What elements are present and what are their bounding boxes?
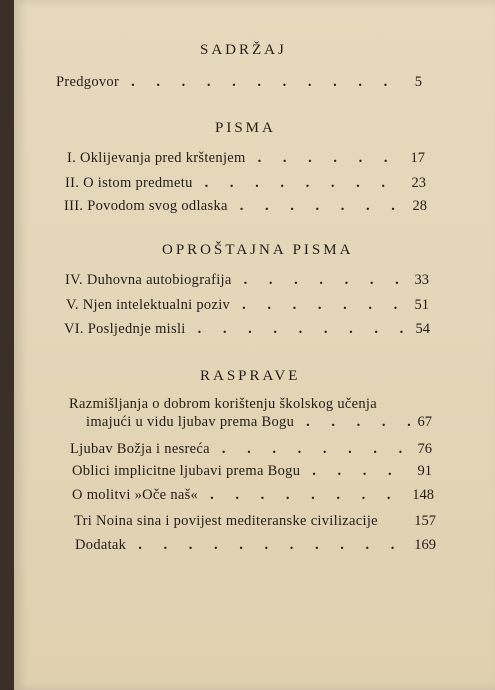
contents-title: SADRŽAJ	[200, 42, 287, 58]
entry-page: 148	[412, 487, 434, 503]
leader-dots	[232, 272, 407, 289]
entry-title: imajući u vidu ljubav prema Bogu	[86, 414, 295, 430]
leader-dots	[300, 463, 410, 480]
toc-entry	[75, 537, 436, 554]
entry-page: 51	[414, 297, 429, 313]
leader-dots	[193, 175, 404, 192]
leader-dots	[186, 321, 408, 338]
toc-entry	[74, 513, 436, 530]
entry-title-line1: Razmišljanja o dobrom korištenju školskog učenja	[69, 396, 377, 412]
entry-page: 169	[414, 537, 436, 553]
entry-title: Ljubav Božja i nesreća	[70, 441, 210, 457]
entry-page: 17	[410, 150, 425, 166]
entry-page: 33	[414, 272, 429, 288]
leader-dots	[294, 414, 410, 431]
toc-entry	[66, 297, 429, 314]
toc-entry	[70, 441, 432, 458]
toc-entry	[64, 198, 427, 215]
leader-dots	[230, 297, 407, 314]
entry-title: Predgovor	[56, 74, 120, 90]
leader-dots	[246, 150, 403, 167]
toc-entry	[72, 487, 434, 504]
entry-page: 157	[414, 513, 436, 529]
toc-entry	[65, 272, 429, 289]
toc-entry	[72, 463, 432, 480]
book-page	[14, 0, 495, 690]
toc-entry	[67, 150, 425, 167]
entry-page: 91	[417, 463, 432, 479]
section-heading: RASPRAVE	[200, 368, 301, 384]
entry-title: Oblici implicitne ljubavi prema Bogu	[72, 463, 301, 479]
entry-page: 54	[415, 321, 430, 337]
entry-page: 28	[412, 198, 427, 214]
leader-dots	[210, 441, 410, 458]
entry-page: 67	[417, 414, 432, 430]
entry-title: Dodatak	[75, 537, 127, 553]
entry-title: II. O istom predmetu	[65, 175, 193, 191]
leader-dots	[198, 487, 412, 504]
entry-title: III. Povodom svog odlaska	[64, 198, 228, 214]
leader-dots	[126, 537, 414, 554]
toc-entry	[64, 321, 430, 338]
entry-title: Tri Noina sina i povijest mediteranske civilizacije	[74, 513, 378, 529]
toc-entry	[65, 175, 426, 192]
entry-page: 23	[411, 175, 426, 191]
entry-page: 5	[414, 74, 422, 90]
toc-entry	[86, 414, 432, 431]
leader-dots	[228, 198, 405, 215]
toc-entry-preface	[56, 74, 422, 91]
entry-title: VI. Posljednje misli	[64, 321, 186, 337]
leader-dots	[119, 74, 400, 91]
entry-page: 76	[417, 441, 432, 457]
section-heading: OPROŠTAJNA PISMA	[162, 242, 354, 258]
entry-title: IV. Duhovna autobiografija	[65, 272, 232, 288]
entry-title: V. Njen intelektualni poziv	[66, 297, 231, 313]
entry-title: I. Oklijevanja pred krštenjem	[67, 150, 246, 166]
entry-title: O molitvi »Oče naš«	[72, 487, 199, 503]
section-heading: PISMA	[215, 120, 276, 136]
